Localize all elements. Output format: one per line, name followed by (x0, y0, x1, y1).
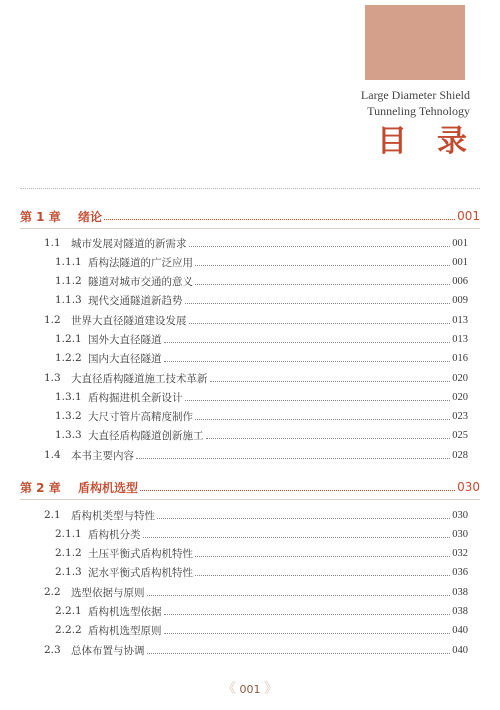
toc-entry-page: 020 (452, 372, 468, 384)
toc-entry-number: 1.4 (44, 449, 61, 461)
toc-entry-number: 1.3.3 (55, 429, 82, 441)
toc-leader-dots (185, 303, 451, 304)
toc-entry-page: 016 (452, 352, 468, 364)
toc-entry-title: 城市发展对隧道的新需求 (71, 237, 187, 250)
toc-chapter-entry[interactable] (0, 477, 500, 497)
toc-entry-page: 009 (452, 294, 468, 306)
toc-leader-dots (195, 419, 450, 420)
toc-entry-number: 1.1.2 (55, 275, 82, 287)
toc-entry[interactable] (0, 544, 500, 562)
toc-entry-number: 1.1 (44, 237, 61, 249)
toc-leader-dots (195, 575, 450, 576)
toc-leader-dots (195, 284, 450, 285)
toc-entry-title: 盾构机类型与特性 (71, 509, 155, 522)
toc-entry-number: 2.1.3 (55, 566, 82, 578)
toc-entry-page: 001 (452, 256, 468, 268)
toc-entry[interactable] (0, 506, 500, 524)
page-number: 001 (239, 683, 261, 696)
toc-entry-title: 国外大直径隧道 (88, 333, 162, 346)
toc-entry[interactable] (0, 234, 500, 252)
toc-entry-number: 2.2.2 (55, 624, 82, 636)
toc-entry-number: 1.1.3 (55, 294, 82, 306)
toc-chapter-entry[interactable] (0, 206, 500, 226)
toc-entry-page: 006 (452, 275, 468, 287)
toc-entry[interactable] (0, 583, 500, 601)
toc-leader-dots (189, 323, 451, 324)
toc-entry-title: 泥水平衡式盾构机特性 (88, 566, 193, 579)
toc-entry-title: 现代交通隧道新趋势 (88, 294, 183, 307)
toc-entry-title: 总体布置与协调 (71, 644, 145, 657)
toc-leader-dots (210, 381, 451, 382)
toc-leader-dots (164, 361, 451, 362)
toc-entry-title: 盾构机选型原则 (88, 624, 162, 637)
toc-entry-page: 032 (452, 547, 468, 559)
toc-entry-number: 1.2.1 (55, 333, 82, 345)
toc-leader-dots (147, 653, 451, 654)
toc-entry-number: 第 2 章 (20, 480, 61, 495)
toc-entry-title: 土压平衡式盾构机特性 (88, 547, 193, 560)
page-footer (0, 678, 500, 698)
toc-entry[interactable] (0, 602, 500, 620)
toc-entry-number: 1.3 (44, 372, 61, 384)
toc-entry-page: 028 (452, 449, 468, 461)
english-title-line1: Large Diameter Shield (360, 88, 470, 102)
toc-leader-dots (104, 219, 455, 220)
toc-entry-page: 038 (452, 605, 468, 617)
toc-entry-number: 1.3.1 (55, 391, 82, 403)
toc-leader-dots (147, 595, 451, 596)
toc-entry-number: 2.2.1 (55, 605, 82, 617)
toc-entry[interactable] (0, 330, 500, 348)
toc-leader-dots (195, 556, 450, 557)
chapter-divider (20, 228, 480, 229)
toc-entry-number: 2.1.2 (55, 547, 82, 559)
english-title-line2: Tunneling Tehnology (367, 104, 470, 118)
toc-entry-title: 选型依据与原则 (71, 586, 145, 599)
toc-entry-page: 025 (452, 429, 468, 441)
toc-leader-dots (164, 633, 451, 634)
toc-entry-page: 023 (452, 410, 468, 422)
toc-entry-number: 2.3 (44, 644, 61, 656)
toc-entry[interactable] (0, 311, 500, 329)
toc-entry-page: 038 (452, 586, 468, 598)
toc-entry[interactable] (0, 563, 500, 581)
toc-entry-page: 001 (452, 237, 468, 249)
toc-entry-page: 036 (452, 566, 468, 578)
toc-entry-number: 1.2.2 (55, 352, 82, 364)
toc-entry[interactable] (0, 349, 500, 367)
toc-entry-title: 大尺寸管片高精度制作 (88, 410, 193, 423)
toc-entry-title: 盾构机选型依据 (88, 605, 162, 618)
toc-leader-dots (164, 342, 451, 343)
toc-entry-title: 盾构机分类 (88, 528, 141, 541)
toc-entry-title: 国内大直径隧道 (88, 352, 162, 365)
toc-entry-title: 本书主要内容 (71, 449, 134, 462)
toc-entry[interactable] (0, 388, 500, 406)
toc-entry-page: 030 (452, 509, 468, 521)
toc-entry-title: 盾构机选型 (78, 480, 139, 495)
toc-leader-dots (157, 518, 450, 519)
toc-entry-title: 绪论 (78, 209, 103, 224)
toc-entry-page: 030 (452, 528, 468, 540)
toc-entry-number: 1.2 (44, 314, 61, 326)
toc-entry[interactable] (0, 369, 500, 387)
toc-entry-number: 第 1 章 (20, 209, 61, 224)
toc-entry[interactable] (0, 621, 500, 639)
toc-entry-page: 001 (457, 209, 480, 223)
toc-entry-page: 040 (452, 644, 468, 656)
toc-leader-dots (164, 614, 451, 615)
toc-entry-number: 2.1 (44, 509, 61, 521)
toc-entry[interactable] (0, 641, 500, 659)
toc-leader-dots (140, 490, 455, 491)
toc-entry-number: 2.1.1 (55, 528, 82, 540)
toc-entry[interactable] (0, 446, 500, 464)
toc-entry[interactable] (0, 272, 500, 290)
ornament-left-icon: 《 (222, 681, 236, 697)
toc-entry[interactable] (0, 253, 500, 271)
toc-entry-page: 030 (457, 480, 480, 494)
toc-entry-number: 1.3.2 (55, 410, 82, 422)
toc-leader-dots (195, 265, 450, 266)
toc-entry-title: 大直径盾构隧道创新施工 (88, 429, 204, 442)
toc-entry-title: 盾构法隧道的广泛应用 (88, 256, 193, 269)
ornament-right-icon: 》 (264, 681, 278, 697)
chapter-divider (20, 499, 480, 500)
toc-entry[interactable] (0, 426, 500, 444)
toc-entry-number: 2.2 (44, 586, 61, 598)
toc-entry-title: 盾构掘进机全新设计 (88, 391, 183, 404)
toc-entry-page: 020 (452, 391, 468, 403)
page-title: 目录 (377, 124, 497, 159)
toc-leader-dots (189, 246, 451, 247)
toc-entry-title: 世界大直径隧道建设发展 (71, 314, 187, 327)
toc-entry[interactable] (0, 525, 500, 543)
toc-entry[interactable] (0, 407, 500, 425)
toc-entry[interactable] (0, 291, 500, 309)
toc-entry-page: 040 (452, 624, 468, 636)
toc-entry-page: 013 (452, 333, 468, 345)
toc-leader-dots (136, 458, 450, 459)
toc-entry-title: 大直径盾构隧道施工技术革新 (71, 372, 208, 385)
toc-leader-dots (143, 537, 451, 538)
toc-entry-page: 013 (452, 314, 468, 326)
toc-leader-dots (185, 400, 451, 401)
toc-leader-dots (206, 438, 451, 439)
toc-entry-title: 隧道对城市交通的意义 (88, 275, 193, 288)
toc-entry-number: 1.1.1 (55, 256, 82, 268)
